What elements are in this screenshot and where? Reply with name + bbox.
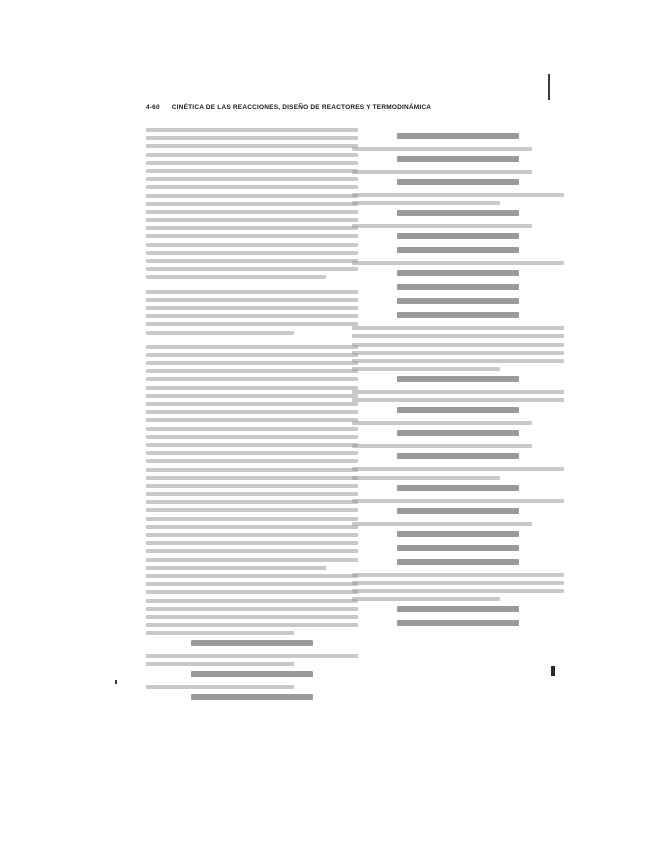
scan-mark-left xyxy=(115,680,117,684)
right-column-placeholder xyxy=(352,128,564,634)
page-number: 4-60 xyxy=(146,103,160,111)
left-column-placeholder xyxy=(146,128,358,708)
running-title: CINÉTICA DE LAS REACCIONES, DISEÑO DE REACTORES Y TERMODINÁMICA xyxy=(171,103,432,111)
scan-mark xyxy=(548,74,550,100)
scan-mark-bottom xyxy=(551,666,555,676)
running-header xyxy=(146,100,586,114)
